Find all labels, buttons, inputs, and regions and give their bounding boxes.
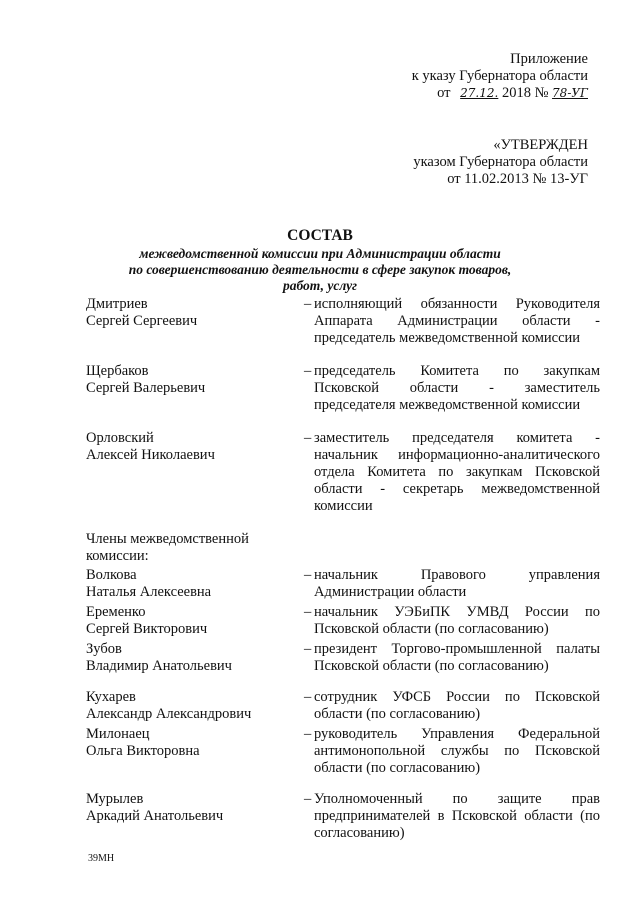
member-role: начальник Правового управления Администрации области [314,567,600,600]
title-sub-2: по совершенствованию деятельности в сфере закупок товаров, [128,262,512,277]
members-label [86,531,600,565]
dash: – [304,791,312,807]
appendix-header [412,51,588,102]
member-name [86,791,304,842]
member-name [86,363,304,414]
member-role: исполняющий обязанности Руководителя Аппарата Администрации области - председатель межведомственной комиссии [314,296,600,346]
dash: – [304,567,312,583]
handwritten-number: 78-УГ [552,86,588,100]
member-name [86,430,304,515]
approved-decree: указом Губернатора области [413,154,588,170]
dash: – [304,430,312,446]
decree-date-line [412,85,588,102]
title-sub-1: межведомственной комиссии при Администрации области [139,246,501,261]
dash: – [304,296,312,312]
dash: – [304,726,312,742]
member-role: председатель Комитета по закупкам Псковской области - заместитель председателя межведомственной комиссии [314,363,600,413]
member-given-name: Сергей Сергеевич [86,313,198,329]
member-given-name: Владимир Анатольевич [86,658,232,674]
year: 2018 [501,85,531,101]
number-label: № [534,85,549,101]
member-surname: Орловский [86,430,154,446]
member-row [86,791,600,842]
member-given-name: Аркадий Анатольевич [86,808,224,824]
member-given-name: Наталья Алексеевна [86,584,212,600]
decree-reference: к указу Губернатора области [411,68,588,84]
member-row [86,567,600,601]
member-role: руководитель Управления Федеральной антимонопольной службы по Псковской области (по согласованию) [314,726,600,776]
member-row [86,604,600,638]
appendix-label: Приложение [510,51,588,67]
member-role: начальник УЭБиПК УМВД России по Псковской области (по согласованию) [314,604,600,637]
member-row [86,296,600,347]
document-title [0,226,640,294]
member-row [86,689,600,723]
member-row [86,726,600,777]
dash: – [304,363,312,379]
members-label-line: комиссии: [86,548,149,564]
approved-date: от 11.02.2013 № 13-УГ [447,171,588,187]
dash: – [304,604,312,620]
title-sub-3: работ, услуг [282,278,358,293]
dash: – [304,689,312,705]
member-surname: Волкова [86,567,137,583]
date-prefix: от [437,85,451,101]
member-name [86,604,304,638]
member-given-name: Алексей Николаевич [86,447,215,463]
member-surname: Щербаков [86,363,149,379]
handwritten-date: 27.12. [460,86,499,100]
member-surname: Зубов [86,641,122,657]
title-main: СОСТАВ [287,227,353,244]
approved-label: «УТВЕРЖДЕН [493,137,588,153]
footer-code: 39МН [88,853,115,864]
member-given-name: Сергей Викторович [86,621,208,637]
member-given-name: Александр Александрович [86,706,252,722]
member-given-name: Сергей Валерьевич [86,380,206,396]
member-name [86,641,304,675]
member-name [86,726,304,777]
member-row [86,430,600,515]
dash: – [304,641,312,657]
approved-block [413,137,588,188]
member-surname: Дмитриев [86,296,148,312]
member-row [86,641,600,675]
member-surname: Милонаец [86,726,150,742]
member-surname: Мурылев [86,791,144,807]
member-name [86,689,304,723]
member-row [86,363,600,414]
member-name [86,296,304,347]
member-name [86,567,304,601]
member-role: заместитель председателя комитета - начальник информационно-аналитического отдела Комитета по закупкам Псковской области - секретарь межведомственной комиссии [314,430,600,514]
member-role: сотрудник УФСБ России по Псковской области (по согласованию) [314,689,600,722]
member-role: Уполномоченный по защите прав предпринимателей в Псковской области (по согласованию) [314,791,600,841]
member-role: президент Торгово-промышленной палаты Псковской области (по согласованию) [314,641,600,674]
member-surname: Кухарев [86,689,136,705]
members-label-line: Члены межведомственной [86,531,249,547]
member-given-name: Ольга Викторовна [86,743,200,759]
member-surname: Еременко [86,604,146,620]
commission-composition [86,296,600,842]
